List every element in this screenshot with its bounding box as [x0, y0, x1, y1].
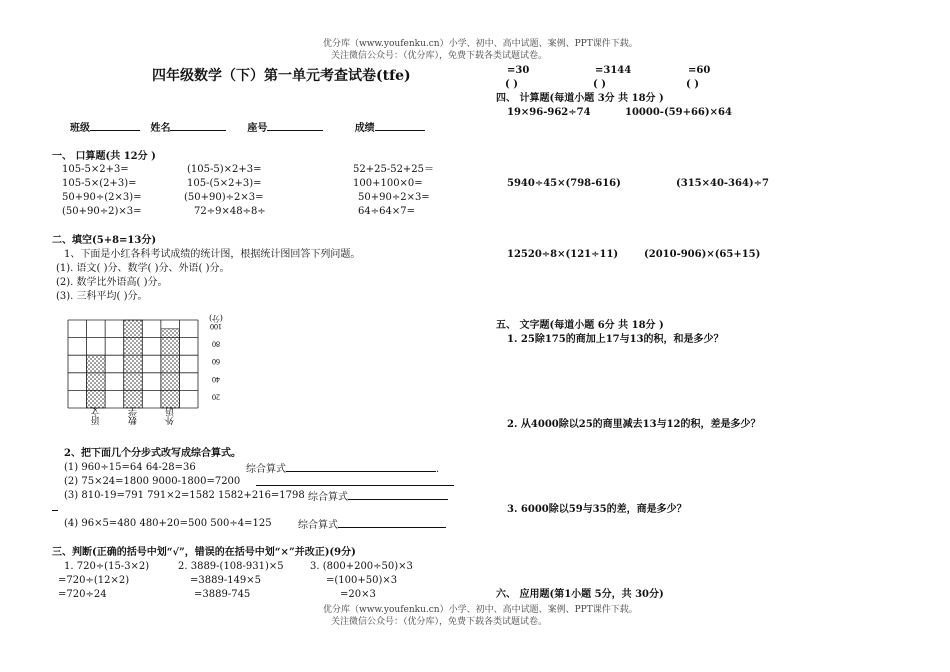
seat-blank[interactable] — [267, 121, 323, 131]
class-label: 班级 — [70, 123, 90, 134]
s2-a1: (1). 语文( )分、数学( )分、外语( )分。 — [56, 263, 230, 274]
score-blank[interactable] — [375, 121, 425, 131]
result-2: =3144 — [595, 65, 632, 76]
s4-item: 5940÷45×(798-616) — [507, 178, 621, 189]
s4-item: (2010-906)×(65+15) — [644, 249, 761, 260]
header-line-1: 优分库（www.youfenku.cn）小学、初中、高中试题、案例、PPT课件下载。 — [323, 39, 638, 49]
step-3: (3) 810-19=791 791×2=1582 1582+216=1798 — [64, 490, 305, 501]
s1-item: 50+90÷2×3= — [358, 192, 430, 203]
s1-item: 105-5×(2+3)= — [62, 178, 137, 189]
combined-blank[interactable] — [338, 518, 446, 528]
s3-heading: 三、判断(正确的括号中划“√”，错误的在括号中划“×”并改正)(9分) — [52, 547, 356, 558]
s3-c3: 3. (800+200÷50)×3 — [310, 561, 413, 572]
s1-item: (50+90)÷2×3= — [184, 192, 264, 203]
s1-item: 72÷9×48÷8÷ — [194, 206, 266, 217]
step-2: (2) 75×24=1800 9000-1800=7200 — [64, 476, 241, 487]
y-tick-label: 20 — [212, 392, 220, 402]
s1-item: 52+25-52+25＝ — [353, 164, 435, 175]
x-category-label: 数学 — [128, 407, 138, 425]
s5-q3: 3. 6000除以59与35的差，商是多少？ — [507, 504, 687, 515]
combined-blank[interactable] — [286, 462, 436, 472]
s2-a2: (2). 数学比外语高( )分。 — [56, 277, 168, 288]
combined-label: 综合算式 — [308, 492, 348, 503]
s1-item: 64÷64×7= — [358, 206, 415, 217]
answer-paren-2[interactable]: ( ) — [593, 79, 606, 90]
header-line-2: 关注微信公众号：（优分库），免费下载各类试题试卷。 — [331, 51, 548, 61]
footer-line-1: 优分库（www.youfenku.cn）小学、初中、高中试题、案例、PPT课件下载。 — [323, 605, 638, 615]
class-blank[interactable] — [90, 121, 140, 131]
x-category-label: 外语 — [165, 407, 176, 425]
s3-c2: 2. 3889-(108-931)×5 — [178, 561, 284, 572]
combined-4[interactable] — [298, 518, 446, 532]
y-unit-label: (分) — [209, 314, 223, 323]
y-tick-label: 80 — [212, 339, 220, 349]
combined-3[interactable] — [308, 490, 448, 504]
answer-paren-3[interactable]: ( ) — [686, 79, 699, 90]
s4-item: (315×40-364)÷7 — [676, 178, 769, 189]
s5-heading: 五、 文字题(每道小题 6分 共 18分 ) — [496, 320, 664, 331]
x-category-label: 语文 — [90, 407, 101, 425]
s3-c1: =720÷24 — [58, 589, 107, 600]
s4-item: 10000-(59+66)×64 — [625, 107, 732, 118]
s1-item: 100+100×0= — [353, 178, 423, 189]
s3-c2: =3889-149×5 — [190, 575, 262, 586]
page-title: 四年级数学（下）第一单元考查试卷(tfe) — [152, 68, 411, 84]
name-blank[interactable] — [170, 121, 226, 131]
step-4: (4) 96×5=480 480+20=500 500÷4=125 — [64, 518, 272, 529]
s2-a3: (3). 三科平均( )分。 — [56, 291, 148, 302]
combined-blank[interactable] — [348, 490, 448, 500]
s1-heading: 一、 口算题(共 12分 ) — [52, 151, 156, 162]
combined-blank[interactable] — [256, 476, 454, 486]
info-line — [70, 121, 425, 135]
combined-2[interactable] — [256, 476, 454, 490]
stray-dash — [52, 506, 58, 511]
step-1: (1) 960÷15=64 64-28=36 — [64, 462, 196, 473]
s1-item: 105-5×2+3= — [62, 164, 129, 175]
combined-label: 综合算式 — [246, 464, 286, 475]
s2-q2: 2、把下面几个分步式改写成综合算式。 — [64, 448, 241, 459]
s2-heading: 二、填空(5+8=13分) — [52, 235, 157, 246]
y-tick-label: 60 — [212, 357, 220, 367]
s6-heading: 六、 应用题(第1小题 5分，共 30分) — [496, 589, 664, 600]
combined-label: 综合算式 — [298, 520, 338, 531]
y-tick-label: 100 — [210, 322, 222, 331]
s3-c3: =20×3 — [340, 589, 376, 600]
s4-item: 12520÷8×(121÷11) — [507, 249, 619, 260]
s3-c1: =720÷(12×2) — [58, 575, 130, 586]
s4-heading: 四、 计算题(每道小题 3分 共 18分 ) — [496, 93, 664, 104]
bar-语文 — [87, 355, 106, 408]
s4-item: 19×96-962÷74 — [507, 107, 591, 118]
combined-1[interactable]: 综合算式 . — [246, 464, 440, 475]
y-tick-label: 40 — [212, 374, 220, 384]
result-3: =60 — [688, 65, 711, 76]
s1-item: (50+90÷2)×3= — [62, 206, 142, 217]
s1-item: (105-5)×2+3= — [187, 164, 262, 175]
footer-line-2: 关注微信公众号：（优分库），免费下载各类试题试卷。 — [331, 617, 548, 627]
s2-q1: 1、下面是小红各科考试成绩的统计图，根据统计图回答下列问题。 — [64, 249, 361, 260]
s3-c2: =3889-745 — [194, 589, 251, 600]
name-label: 姓名 — [150, 123, 171, 134]
score-label: 成绩 — [354, 123, 375, 134]
s1-item: 50+90÷(2×3)= — [62, 192, 142, 203]
answer-paren-1[interactable]: ( ) — [505, 79, 518, 90]
s3-c3: =(100+50)×3 — [326, 575, 398, 586]
bar-数学 — [124, 320, 143, 408]
bar-外语 — [161, 329, 180, 408]
s3-c1: 1. 720÷(15-3×2) — [64, 561, 150, 572]
seat-label: 座号 — [247, 123, 268, 134]
s5-q1: 1. 25除175的商加上17与13的积，和是多少？ — [507, 334, 724, 345]
score-bar-chart — [62, 310, 232, 428]
s1-item: 105-(5×2+3)= — [187, 178, 262, 189]
s5-q2: 2. 从4000除以25的商里减去13与12的积，差是多少？ — [507, 419, 761, 430]
result-1: =30 — [507, 65, 530, 76]
